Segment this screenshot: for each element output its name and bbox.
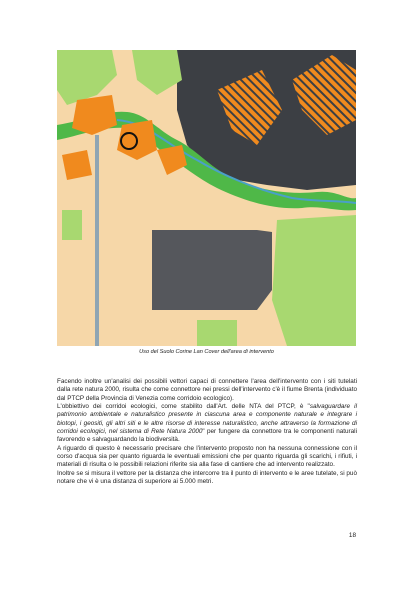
figure-caption: Uso del Suolo Corine Lan Cover dell'area di intervento — [139, 349, 274, 355]
paragraph-2 — [57, 403, 357, 445]
paragraph-2-start: L'obbiettivo dei corridoi ecologici, come stabilito dall'Art. delle NTA del PTCP, è " — [57, 403, 310, 411]
paragraph-4: Inoltre se si misura il vettore per la distanza che intercorre tra il punto di intervento e le aree tutelate, si può notare che vi è una distanza di superiore ai 5.000 metri. — [57, 469, 357, 486]
paragraph-1: Facendo inoltre un'analisi dei possibili vettori capaci di connettere l'area dell'intervento con i siti tutelati dalla rete natura 2000, risulta che come connettore nei pressi dell'intervento c'è il fiume Brenta (individuato dal PTCP della Provincia di Venezia come corridoio ecologico). — [57, 378, 357, 402]
body-text — [57, 378, 357, 486]
paragraph-3: A riguardo di questo è necessario precisare che l'intervento proposto non ha nessuna connessione con il corso d'acqua sia per quanto riguarda le eventuali emissioni che per quanto riguarda gli scarichi, i rifiuti, i materiali di risulta o le possibili relazioni riferite sia alla fase di cantiere che ad intervento realizzato. — [57, 444, 357, 469]
map-green-area — [272, 215, 356, 346]
page-number: 18 — [348, 532, 356, 539]
paragraph-2-quote: salvaguardare il patrimonio ambientale e naturalistico presente in ciascuna area e componente naturale e integrare i biotopi, i geositi, gli altri siti e le altre risorse di interesse naturalistico, anche attraverso la formazione di corridoi ecologici, nel sistema di Rete Natura 2000 — [57, 403, 357, 436]
map-road — [95, 135, 99, 346]
land-use-map — [57, 50, 356, 346]
map-green-patch — [197, 320, 237, 346]
paragraph-2-end: " per fungere da connettore tra le componenti naturali favorendo e salvaguardando la biodiversità. — [57, 428, 357, 444]
map-green-patch — [62, 210, 82, 240]
map-orange-patch — [62, 150, 92, 180]
map-industrial-block — [152, 230, 257, 310]
